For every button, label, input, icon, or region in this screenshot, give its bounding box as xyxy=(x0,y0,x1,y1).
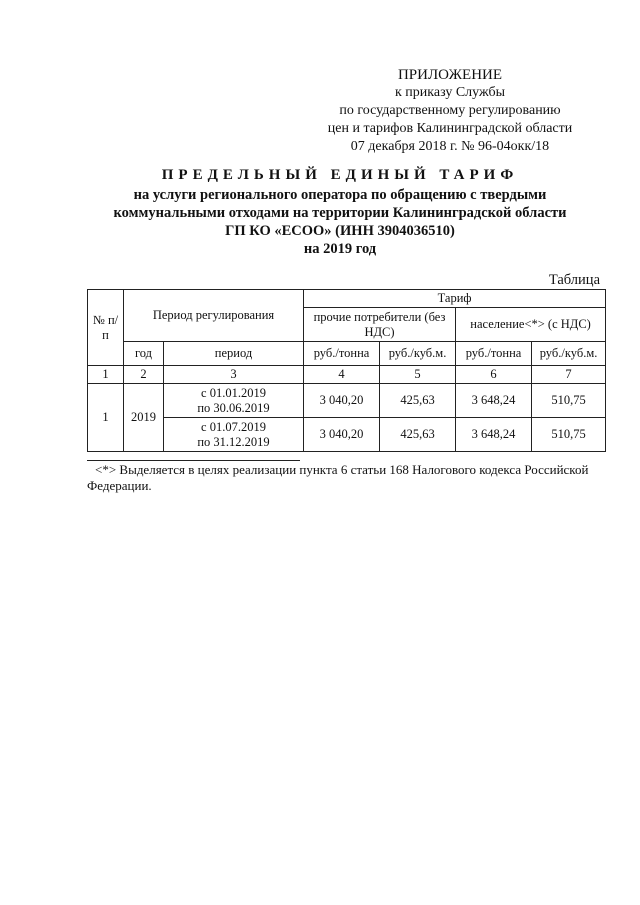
col-number: 3 xyxy=(164,366,304,384)
col-number: 2 xyxy=(124,366,164,384)
value-cell: 3 040,20 xyxy=(304,384,380,418)
appendix-header xyxy=(300,66,600,156)
table-row xyxy=(88,418,606,452)
value-cell: 3 648,24 xyxy=(456,384,532,418)
period-from: с 01.07.2019 xyxy=(201,419,266,434)
header-tariff: Тариф xyxy=(304,290,606,308)
period-cell xyxy=(164,384,304,418)
appendix-line: к приказу Службы xyxy=(395,85,505,100)
col-number: 1 xyxy=(88,366,124,384)
title-heading: ПРЕДЕЛЬНЫЙ ЕДИНЫЙ ТАРИФ xyxy=(161,167,519,183)
period-to: по 31.12.2019 xyxy=(197,434,270,449)
row-number: 1 xyxy=(88,384,124,452)
document-title xyxy=(80,166,600,258)
col-number: 7 xyxy=(532,366,606,384)
header-period-sub: период xyxy=(164,342,304,366)
table-row xyxy=(88,384,606,418)
appendix-order-date: 07 декабря 2018 г. № 96-04окк/18 xyxy=(350,139,550,154)
title-line: на 2019 год xyxy=(303,241,377,257)
value-cell: 425,63 xyxy=(380,384,456,418)
header-unit: руб./тонна xyxy=(304,342,380,366)
header-period: Период регулирования xyxy=(124,290,304,342)
appendix-title: ПРИЛОЖЕНИЕ xyxy=(397,67,503,83)
header-year: год xyxy=(124,342,164,366)
appendix-line: цен и тарифов Калининградской области xyxy=(327,121,573,136)
tariff-table xyxy=(87,289,606,452)
value-cell: 425,63 xyxy=(380,418,456,452)
col-number: 6 xyxy=(456,366,532,384)
period-to: по 30.06.2019 xyxy=(197,400,270,415)
header-unit: руб./куб.м. xyxy=(380,342,456,366)
title-line: коммунальными отходами на территории Калининградской области xyxy=(113,205,567,221)
col-number: 4 xyxy=(304,366,380,384)
appendix-line: по государственному регулированию xyxy=(339,103,561,118)
header-unit: руб./тонна xyxy=(456,342,532,366)
header-other-consumers: прочие потребители (без НДС) xyxy=(304,308,456,342)
header-unit: руб./куб.м. xyxy=(532,342,606,366)
footnote-divider xyxy=(87,460,300,461)
row-year: 2019 xyxy=(124,384,164,452)
header-population: население<*> (с НДС) xyxy=(456,308,606,342)
title-line: ГП КО «ЕСОО» (ИНН 3904036510) xyxy=(225,223,455,239)
value-cell: 510,75 xyxy=(532,384,606,418)
value-cell: 3 040,20 xyxy=(304,418,380,452)
col-number: 5 xyxy=(380,366,456,384)
table-label: Таблица xyxy=(548,272,600,288)
value-cell: 510,75 xyxy=(532,418,606,452)
title-line: на услуги регионального оператора по обращению с твердыми xyxy=(133,187,547,203)
period-from: с 01.01.2019 xyxy=(201,385,266,400)
value-cell: 3 648,24 xyxy=(456,418,532,452)
footnote: <*> Выделяется в целях реализации пункта 6 статьи 168 Налогового кодекса Российской Федерации. xyxy=(87,462,589,493)
period-cell xyxy=(164,418,304,452)
header-num: № п/п xyxy=(88,290,124,366)
